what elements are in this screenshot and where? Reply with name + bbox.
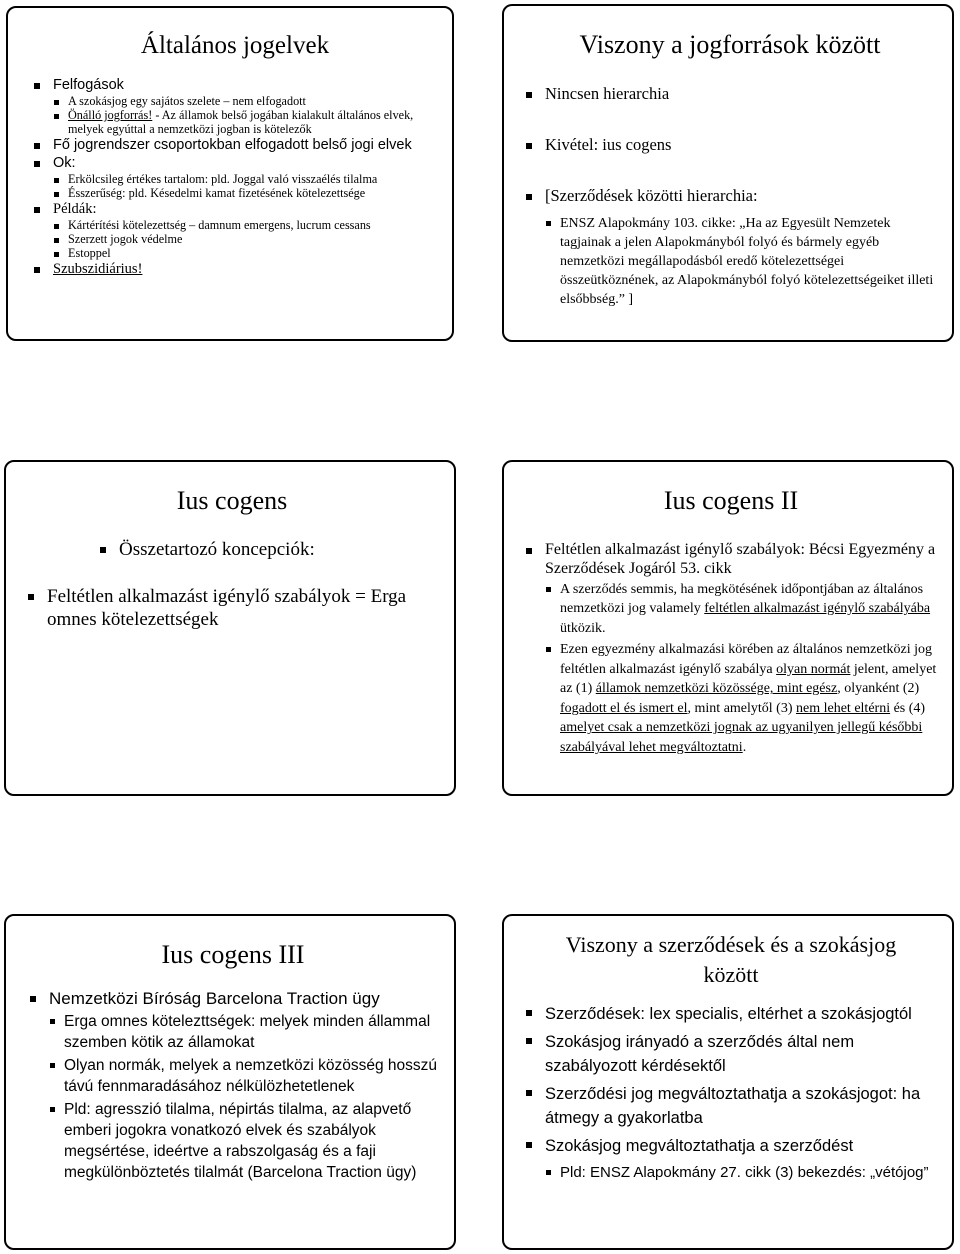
slide-ius-cogens	[4, 460, 456, 796]
list-item: Kártérítési kötelezettség – damnum emergens, lucrum cessans	[52, 218, 438, 232]
slide-viszony-jogforrasok	[502, 4, 954, 342]
list-item: Szerzett jogok védelme	[52, 232, 438, 246]
list-item: A szokásjog egy sajátos szelete – nem elfogadott	[52, 94, 438, 108]
item-text: A szerződés semmis, ha megkötésének időpontjában az általános nemzetközi jog valamely	[560, 581, 924, 617]
slide-title: Ius cogens	[176, 486, 288, 515]
list-item: Erkölcsileg értékes tartalom: pld. Joggal való visszaélés tilalma	[52, 172, 438, 186]
bullet-list	[32, 76, 438, 278]
slide-ius-cogens-ii	[502, 460, 954, 796]
list-item: Szerződések: lex specialis, eltérhet a szokásjogtól	[524, 1002, 938, 1026]
item-text: - Az államok belső jogában kialakult általános elvek, melyek egyúttal a nemzetközi jogban is kötelezők	[68, 107, 414, 136]
underlined-text: olyan normát	[776, 661, 851, 677]
list-item: Felfogások	[32, 76, 438, 94]
item-text: jelent, amelyet az (1)	[560, 661, 937, 697]
slide-title: Ius cogens III	[161, 940, 305, 969]
item-text: Ezen egyezmény alkalmazási körében az általános nemzetközi jog feltétlen alkalmazást igénylő szabálya	[560, 642, 932, 677]
list-item: Feltétlen alkalmazást igénylő szabályok: Bécsi Egyezmény a Szerződések Jogáról 53. cikk	[524, 540, 938, 578]
list-item: ENSZ Alapokmány 103. cikke: „Ha az Egyesült Nemzetek tagjainak a jelen Alapokmányból folyó és bármely egyéb nemzetközi megállapodásból eredő kötelezettségei összeütköznének, az Alapokmányból folyó kötelezettségeiket illeti elsőbbség.” ]	[544, 214, 936, 309]
item-text: , olyanként (2)	[837, 681, 920, 697]
bullet-list	[524, 84, 936, 309]
slide-title: Viszony a jogforrások között	[579, 30, 881, 59]
list-item	[544, 640, 938, 757]
list-item: Olyan normák, melyek a nemzetközi közösség hosszú távú fennmaradásához nélkülözhetetlenek	[48, 1055, 438, 1097]
underlined-text: amelyet csak a nemzetközi jognak az ugyanilyen jellegű későbbi szabályával lehet megváltoztatni	[560, 720, 923, 755]
bullet-list	[524, 540, 938, 758]
slide-ius-cogens-iii	[4, 914, 456, 1250]
list-item: Pld: agresszió tilalma, népirtás tilalma, az alapvető emberi jogokra vonatkozó elvek és szabályok megsértése, ideértve a rabszolgaság és a faji megkülönböztetés tilalmát (Barcelona Traction ügy)	[48, 1099, 438, 1183]
list-item: Ok:	[32, 154, 438, 172]
underlined-text: Szubszidiárius!	[53, 260, 143, 277]
list-item: Szerződési jog megváltoztathatja a szokásjogot: ha átmegy a gyakorlatba	[524, 1082, 938, 1130]
list-item: Szokásjog irányadó a szerződés által nem szabályozott kérdésektől	[524, 1030, 938, 1078]
underlined-text: feltétlen alkalmazást igénylő szabályába	[704, 601, 931, 617]
list-item: Erga omnes kötelezttségek: melyek minden állammal szemben kötik az államokat	[48, 1011, 438, 1053]
underlined-text: nem lehet eltérni	[796, 700, 891, 716]
list-item: Pld: ENSZ Alapokmány 27. cikk (3) bekezdés: „vétójog”	[544, 1162, 938, 1184]
list-item	[544, 580, 938, 639]
underlined-text: fogadott el és ismert el	[560, 700, 688, 716]
slide-viszony-szerzodesek-szokasjog	[502, 914, 954, 1250]
title-line: között	[703, 962, 759, 987]
bullet-list	[524, 1002, 938, 1184]
title-line: Viszony a szerződések és a szokásjog	[565, 932, 897, 957]
list-item: [Szerződések közötti hierarchia:	[524, 186, 936, 206]
slide-title: Ius cogens II	[663, 486, 799, 515]
list-item: Nemzetközi Bíróság Barcelona Traction ügy	[28, 988, 438, 1009]
list-item: Nincsen hierarchia	[524, 84, 936, 104]
list-item: Estoppel	[52, 246, 438, 260]
underlined-text: Önálló jogforrás!	[68, 107, 153, 122]
item-text: .	[742, 739, 747, 755]
bullet-list	[28, 988, 438, 1183]
list-item	[32, 260, 438, 278]
list-item: Összetartozó koncepciók:	[98, 538, 438, 561]
slide-title: Általános jogelvek	[140, 32, 330, 59]
underlined-text: államok nemzetközi közössége, mint egész	[595, 681, 838, 697]
list-item: Feltétlen alkalmazást igénylő szabályok = Erga omnes kötelezettségek	[26, 585, 438, 631]
slide-altalanos-jogelvek	[6, 6, 454, 341]
item-text: , mint amelytől (3)	[687, 700, 797, 716]
list-item: Szokásjog megváltoztathatja a szerződést	[524, 1134, 938, 1158]
slide-title	[524, 930, 938, 990]
item-text: és (4)	[890, 700, 926, 716]
list-item: Ésszerűség: pld. Késedelmi kamat fizetésének kötelezettsége	[52, 186, 438, 200]
list-item: Példák:	[32, 200, 438, 218]
list-item: Kivétel: ius cogens	[524, 135, 936, 155]
list-item: Fő jogrendszer csoportokban elfogadott belső jogi elvek	[32, 136, 438, 154]
list-item	[52, 108, 438, 136]
bullet-list	[26, 538, 438, 631]
item-text: ütközik.	[560, 620, 606, 636]
